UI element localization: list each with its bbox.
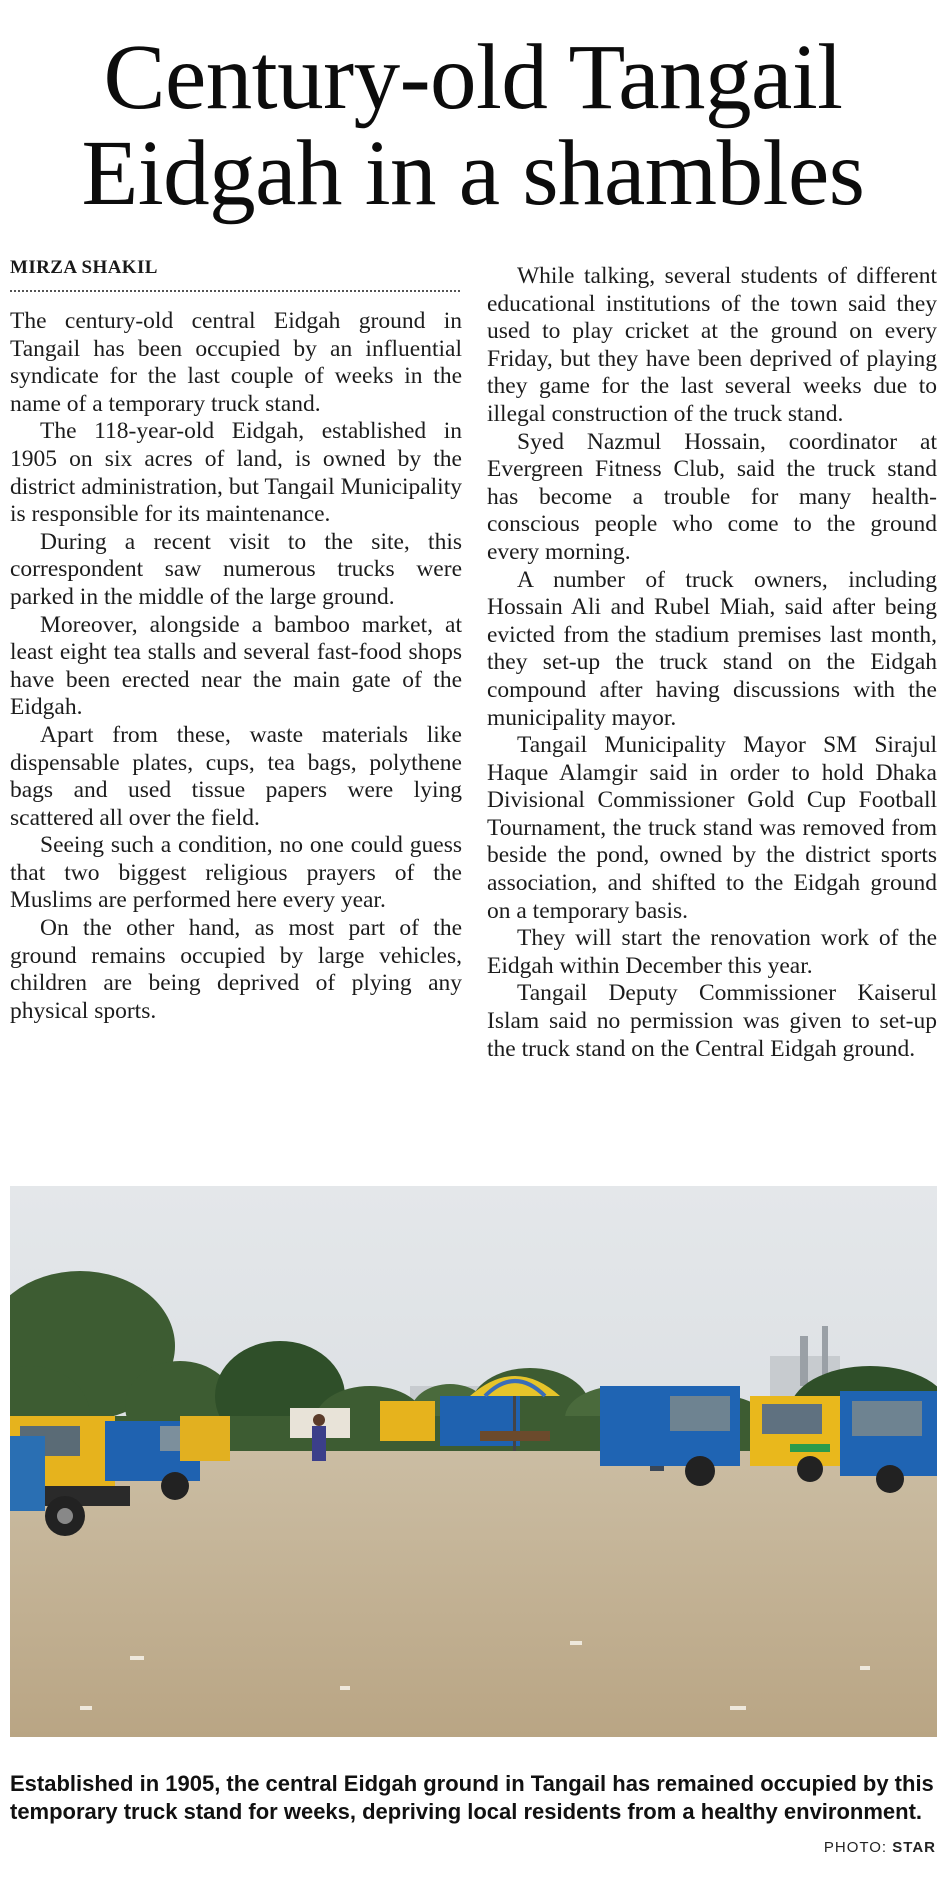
headline (8, 26, 938, 225)
eidgah-ground (10, 1451, 937, 1737)
paragraph-10: A number of truck owners, including Hossain Ali and Rubel Miah, said after being evicted from the stadium premises last month, they set-up the truck stand on the Eidgah compound after having discussions with the municipality mayor. (487, 566, 937, 731)
photo-credit-source: STAR (892, 1839, 936, 1856)
truck-stand-illustration (10, 1186, 937, 1737)
photo-credit (824, 1839, 936, 1856)
truck-blue-far-left (10, 1436, 45, 1511)
paragraph-6: Seeing such a condition, no one could guess that two biggest religious prayers of the Muslims are performed here every year. (10, 832, 462, 914)
paragraph-13: Tangail Deputy Commissioner Kaiserul Islam said no permission was given to set-up the truck stand on the Central Eidgah ground. (487, 980, 937, 1062)
headline-line-1: Century-old Tangail (103, 26, 843, 129)
paragraph-12: They will start the renovation work of the Eidgah within December this year. (487, 925, 937, 979)
paragraph-3: During a recent visit to the site, this correspondent saw numerous trucks were parked in the middle of the large ground. (10, 528, 462, 610)
news-photo (10, 1186, 937, 1737)
paragraph-11: Tangail Municipality Mayor SM Sirajul Haque Alamgir said in order to hold Dhaka Divisional Commissioner Gold Cup Football Tournament, the truck stand was removed from beside the pond, owned by the district sports association, and shifted to the Eidgah ground on a temporary basis. (487, 732, 937, 924)
paragraph-5: Apart from these, waste materials like dispensable plates, cups, tea bags, polythene bags and used tissue papers were lying scattered all over the field. (10, 721, 462, 831)
headline-line-2: Eidgah in a shambles (81, 122, 865, 225)
photo-caption: Established in 1905, the central Eidgah ground in Tangail has remained occupied by this temporary truck stand for weeks, depriving local residents from a healthy environment. (10, 1771, 934, 1824)
paragraph-9: Syed Nazmul Hossain, coordinator at Evergreen Fitness Club, said the truck stand has become a trouble for many health-conscious people who come to the ground every morning. (487, 428, 937, 565)
paragraph-1: The century-old central Eidgah ground in Tangail has been occupied by an influential syndicate for the last couple of weeks in the name of a temporary truck stand. (10, 308, 462, 417)
paragraph-4: Moreover, alongside a bamboo market, at least eight tea stalls and several fast-food shops have been erected near the main gate of the Eidgah. (10, 611, 462, 721)
paragraph-2: The 118-year-old Eidgah, established in 1905 on six acres of land, is owned by the district administration, but Tangail Municipality is responsible for its maintenance. (10, 418, 462, 528)
paragraph-8: While talking, several students of different educational institutions of the town said they used to play cricket at the ground on every Friday, but they have been deprived of playing they game for the last several weeks due to illegal construction of the truck stand. (487, 263, 937, 427)
paragraph-7: On the other hand, as most part of the ground remains occupied by large vehicles, children are being deprived of plying any physical sports. (10, 915, 462, 1024)
article-column-1 (10, 308, 462, 1025)
article-column-2 (487, 263, 937, 1063)
byline: MIRZA SHAKIL (10, 257, 158, 278)
photo-credit-label: PHOTO: (823, 1839, 888, 1856)
byline-divider (10, 290, 460, 292)
